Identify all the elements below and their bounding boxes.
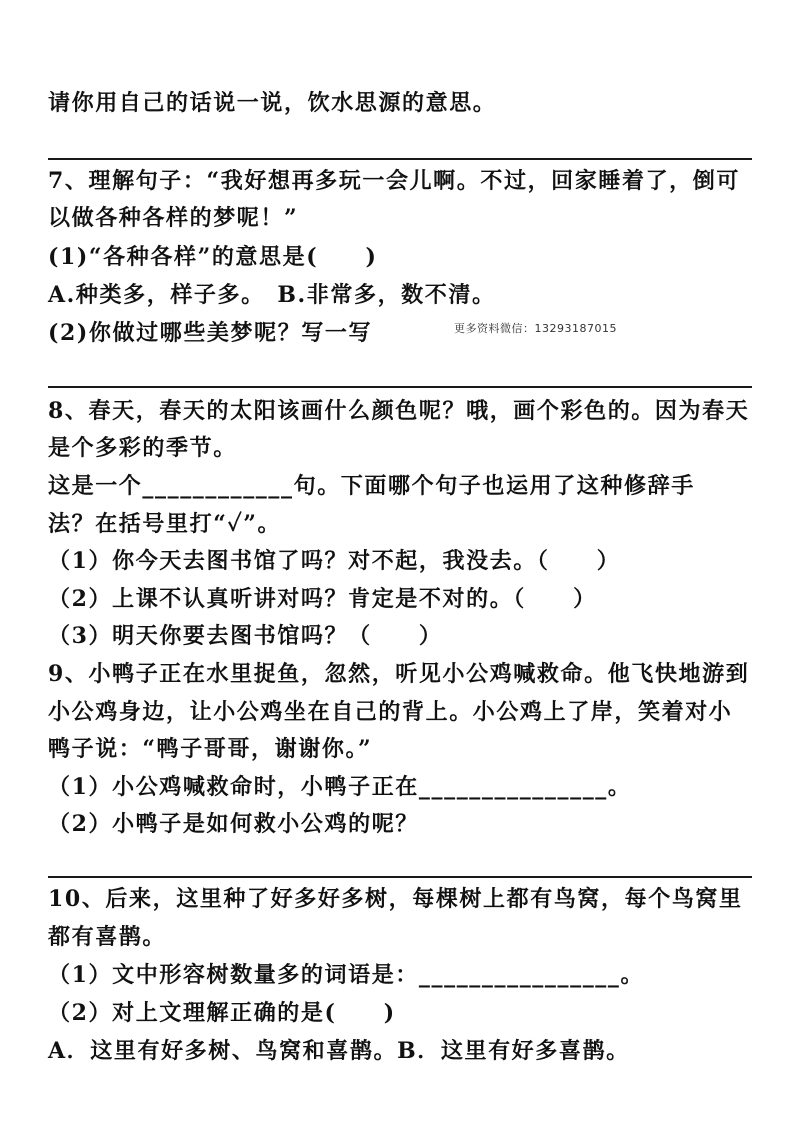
q9-line-3: 鸭子说：“鸭子哥哥，谢谢你。” bbox=[48, 736, 373, 762]
q8-line-4: 法？在括号里打“✓”。 bbox=[48, 511, 282, 537]
q10-line-1: 10、后来，这里种了好多好多树，每棵树上都有鸟窝，每个鸟窝里 bbox=[48, 886, 743, 912]
q7-sub-question-2: (2)你做过哪些美梦呢？写一写 bbox=[48, 320, 373, 346]
q10-sub-question-2: （2）对上文理解正确的是( ) bbox=[48, 1000, 396, 1026]
q8-line-1: 8、春天，春天的太阳该画什么颜色呢？哦，画个彩色的。因为春天 bbox=[48, 398, 750, 424]
answer-line-2 bbox=[48, 386, 752, 388]
q7-line-2: 以做各种各样的梦呢！” bbox=[48, 205, 299, 231]
q10-sub-question-1: （1）文中形容树数量多的词语是：________________。 bbox=[48, 962, 645, 988]
q7-sub-question-1: (1)“各种各样”的意思是( ) bbox=[48, 244, 378, 270]
answer-line-3 bbox=[48, 876, 752, 878]
q9-sub-question-1: （1）小公鸡喊救命时，小鸭子正在_______________。 bbox=[48, 774, 632, 800]
q8-item-3: （3）明天你要去图书馆吗？（ ） bbox=[48, 623, 443, 649]
q10-line-2: 都有喜鹊。 bbox=[48, 924, 167, 950]
q8-item-2: （2）上课不认真听讲对吗？肯定是不对的。（ ） bbox=[48, 586, 597, 612]
contact-watermark: 更多资料微信：13293187015 bbox=[454, 322, 617, 335]
q7-options: A.种类多，样子多。 B.非常多，数不清。 bbox=[48, 282, 496, 308]
q9-line-1: 9、小鸭子正在水里捉鱼，忽然，听见小公鸡喊救命。他飞快地游到 bbox=[48, 661, 750, 687]
q8-item-1: （1）你今天去图书馆了吗？对不起，我没去。（ ） bbox=[48, 548, 621, 574]
intro-question: 请你用自己的话说一说，饮水思源的意思。 bbox=[48, 90, 497, 116]
q9-line-2: 小公鸡身边，让小公鸡坐在自己的背上。小公鸡上了岸，笑着对小 bbox=[48, 699, 733, 725]
q10-options: A．这里有好多树、鸟窝和喜鹊。B．这里有好多喜鹊。 bbox=[48, 1038, 630, 1064]
q9-sub-question-2: （2）小鸭子是如何救小公鸡的呢？ bbox=[48, 811, 419, 837]
answer-line-1 bbox=[48, 158, 752, 160]
q8-line-2: 是个多彩的季节。 bbox=[48, 435, 237, 461]
q7-line-1: 7、理解句子：“我好想再多玩一会儿啊。不过，回家睡着了，倒可 bbox=[48, 168, 740, 194]
q8-line-3: 这是一个____________句。下面哪个句子也运用了这种修辞手 bbox=[48, 473, 695, 499]
